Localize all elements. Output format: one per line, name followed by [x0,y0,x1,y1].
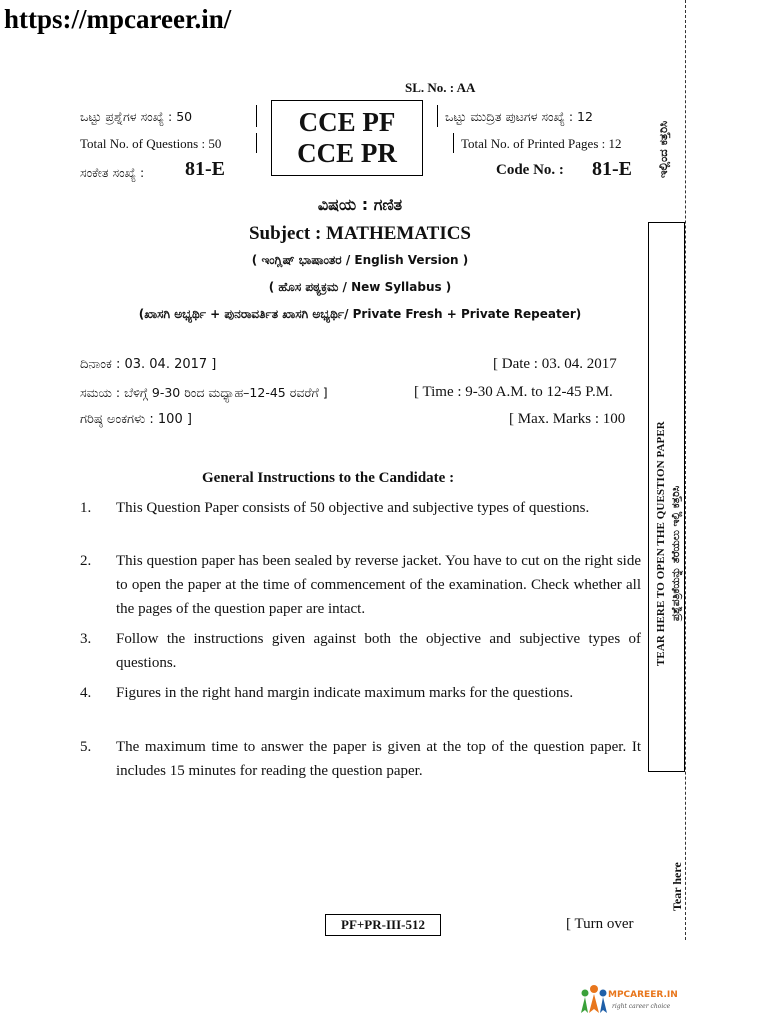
right-code-value: 81-E [592,158,632,180]
instruction-4-text: Figures in the right hand margin indicate maximum marks for the questions. [116,685,574,701]
logo-tagline: right career choice [612,1003,671,1010]
kn-total-questions: ಒಟ್ಟು ಪ್ರಶ್ನೆಗಳ ಸಂಖ್ಯೆ : 50 [80,109,193,124]
site-url[interactable]: https://mpcareer.in/ [4,4,232,34]
subject-en: Subject : MATHEMATICS [248,223,472,244]
en-date: [ Date : 03. 04. 2017 [493,356,617,372]
turn-over: [ Turn over [566,916,634,932]
candidate-type: (ಖಾಸಗಿ ಅಭ್ಯರ್ಥಿ + ಪುನರಾವರ್ತಿತ ಖಾಸಗಿ ಅಭ್ಯರ್ಥಿ/ Private Fresh + Private Repeater) [138,307,582,321]
tear-line [685,0,686,940]
bracket-left-1 [256,105,257,127]
instruction-2-number: 2. [80,553,92,569]
en-total-questions: Total No. of Questions : 50 [80,136,222,151]
left-code-value: 81-E [185,158,225,180]
version: ( ಇಂಗ್ಲಿಷ್ ಭಾಷಾಂತರ / English Version ) [251,253,469,267]
code-label: Code No. : [496,162,564,178]
paper-code-box: PF+PR-III-512 [325,914,441,936]
en-marks: [ Max. Marks : 100 [509,411,626,427]
kn-time: ಸಮಯ : ಬೆಳಿಗ್ಗೆ 9-30 ರಿಂದ ಮಧ್ಯಾಹ–12-45 ರವರೆಗೆ ] [80,385,328,400]
bracket-left-2 [256,133,257,153]
instruction-3-number: 3. [80,631,92,647]
instruction-5-text: The maximum time to answer the paper is given at the top of the question paper. It includes 15 minutes for reading the question paper. [116,739,641,779]
instruction-3-text: Follow the instructions given against both the objective and subjective types of questions. [116,631,641,671]
bracket-right-1 [437,105,438,127]
instruction-1-text: This Question Paper consists of 50 objective and subjective types of questions. [116,500,590,516]
logo-people-icon [578,983,610,1019]
exam-title-box [271,100,423,176]
mpcareer-logo [578,983,698,1021]
en-printed-pages: Total No. of Printed Pages : 12 [461,136,622,151]
syllabus: ( ಹೊಸ ಪಠ್ಯಕ್ರಮ / New Syllabus ) [268,280,452,294]
kn-printed-pages: ಒಟ್ಟು ಮುದ್ರಿತ ಪುಟಗಳ ಸಂಖ್ಯೆ : 12 [445,109,593,124]
kn-code-label: ಸಂಕೇತ ಸಂಖ್ಯೆ : [80,165,145,180]
subject-kn: ವಿಷಯ : ಗಣಿತ [317,195,403,214]
instruction-1-number: 1. [80,500,92,516]
serial-number: SL. No. : AA [405,80,476,95]
instruction-4-number: 4. [80,685,92,701]
instruction-2-text: This question paper has been sealed by reverse jacket. You have to cut on the right side to open the paper at the time of commencement of the examination. Check whether all the pages of the question paper are intact. [116,553,641,617]
exam-title-line1: CCE PF [298,107,396,137]
exam-title-line2: CCE PR [297,138,397,168]
en-time: [ Time : 9-30 A.M. to 12-45 P.M. [414,384,613,400]
kn-date: ದಿನಾಂಕ : 03. 04. 2017 ] [80,357,217,372]
instructions-heading: General Instructions to the Candidate : [202,470,455,486]
kn-tear-top: ಇಲ್ಲಿಂದ ಕತ್ತರಿಸಿ [656,120,670,178]
instruction-5-number: 5. [80,739,92,755]
kn-marks: ಗರಿಷ್ಠ ಅಂಕಗಳು : 100 ] [80,412,192,427]
tear-open-label: TEAR HERE TO OPEN THE QUESTION PAPER [655,421,667,666]
bracket-right-2 [453,133,454,153]
tear-here-label: Tear here [670,862,684,911]
kn-tear-open-label: ಪ್ರಶ್ನೆಪತ್ರಿಕೆಯನ್ನು ತೆರೆಯಲು ಇಲ್ಲಿ ಕತ್ತರಿಸಿ [670,485,682,621]
logo-text: MPCAREER.IN [608,990,678,1000]
